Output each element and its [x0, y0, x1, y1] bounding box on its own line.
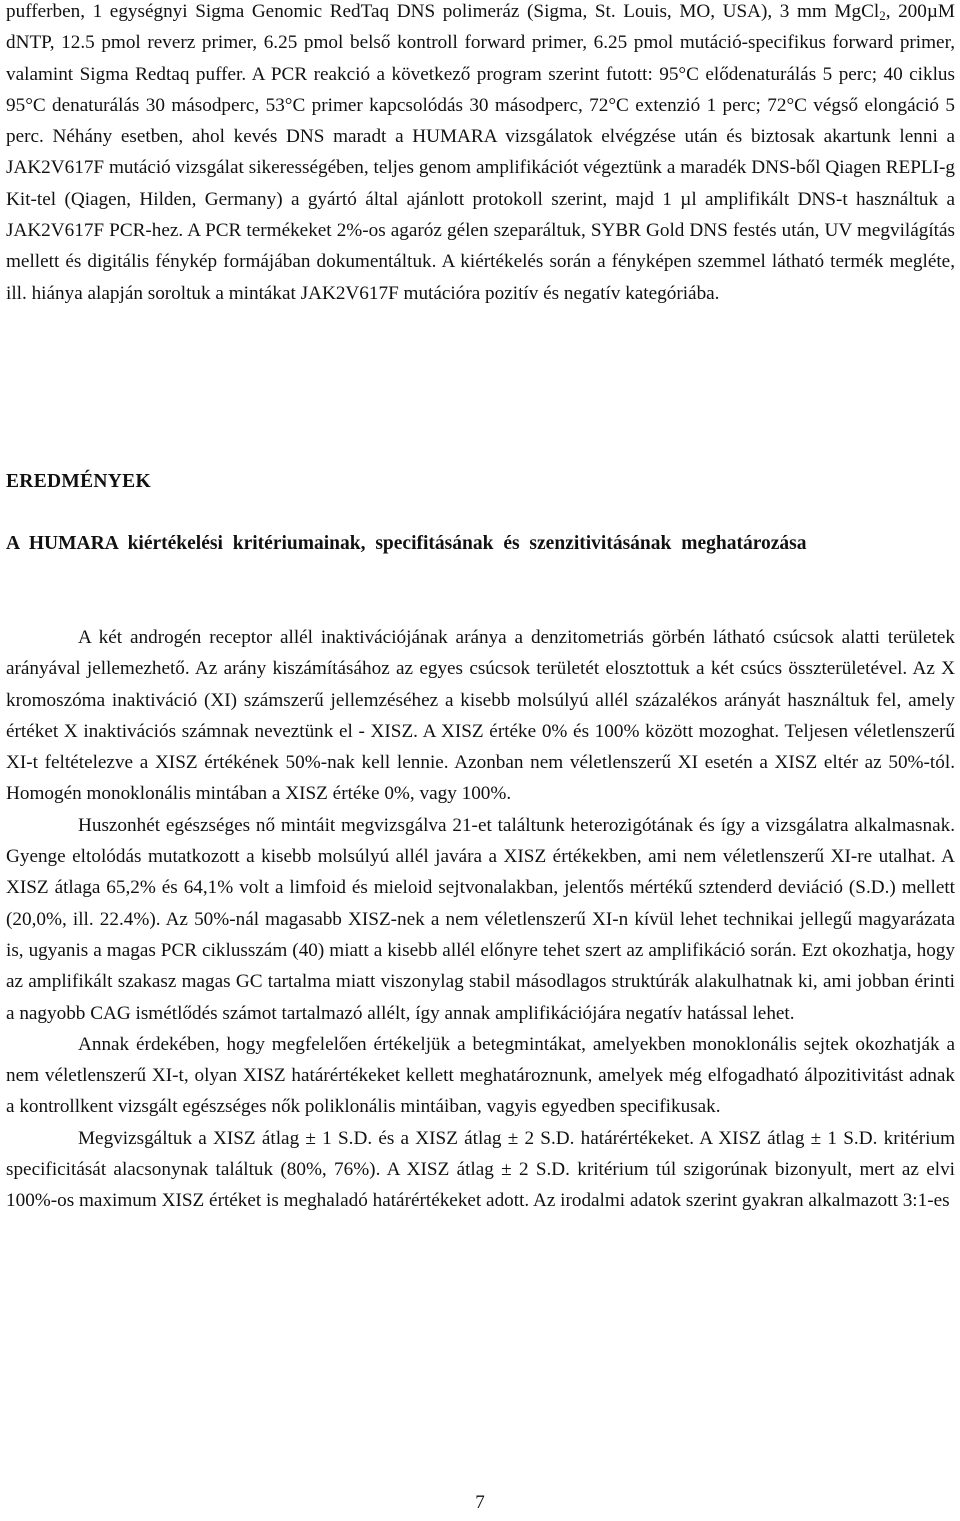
subscript-two: 2 [879, 8, 886, 23]
results-paragraph-3: Annak érdekében, hogy megfelelően értékeljük a betegmintákat, amelyekben monoklonális sejtek okozhatják a nem véletlenszerű XI-t, olyan XISZ határértékeket kellett meghatároznunk, amelyek még elfogadható álpozitivitást adnak a kontrollkent vizsgált egészséges nők poliklonális mintáiban, vagyis egyedben specifikusak. [6, 1033, 955, 1118]
document-page [6, 0, 955, 1212]
results-paragraph-1: A két androgén receptor allél inaktivációjának aránya a denzitometriás görbén látható csúcsok alatti területek arányával jellemezhető. Az arány kiszámításához az egyes csúcsok területét elosztottuk a két csúcs összterületével. Az X kromoszóma inaktiváció (XI) számszerű jellemzéséhez a kisebb molsúlyú allél százalékos arányát használtuk fel, amely értéket X inaktivációs számnak neveztünk el - XISZ. A XISZ értéke 0% és 100% között mozoghat. Teljesen véletlenszerű XI-t feltételezve a XISZ értékének 50%-nak kell lennie. Azonban nem véletlenszerű XI esetén a XISZ eltér az 50%-tól. Homogén monoklonális mintában a XISZ értéke 0%, vagy 100%. [6, 627, 955, 805]
results-body [6, 622, 955, 1217]
methods-text-part1: pufferben, 1 egységnyi Sigma Genomic RedTaq DNS polimeráz (Sigma, St. Louis, MO, USA), 3 mm MgCl [6, 1, 880, 22]
results-paragraph-4: Megvizsgáltuk a XISZ átlag ± 1 S.D. és a XISZ átlag ± 2 S.D. határértékeket. A XISZ átlag ± 1 S.D. kritérium specificitását alacsonynak találtuk (80%, 76%). A XISZ átlag ± 2 S.D. kritérium túl szigorúnak bizonyult, mert az elvi 100%-os maximum XISZ értéket is meghaladó határértékeket adott. Az irodalmi adatok szerint gyakran alkalmazott 3:1-es [6, 1127, 955, 1212]
results-paragraph-2: Huszonhét egészséges nő mintáit megvizsgálva 21-et találtunk heterozigótának és így a vizsgálatra alkalmasnak. Gyenge eltolódás mutatkozott a kisebb molsúlyú allél javára a XISZ értékekben, ami nem véletlenszerű XI-re utalhat. A XISZ átlaga 65,2% és 64,1% volt a limfoid és mieloid sejtvonalakban, jelentős mértékű sztenderd deviáció (S.D.) mellett (20,0%, ill. 22.4%). Az 50%-nál magasabb XISZ-nek a nem véletlenszerű XI-n kívül lehet technikai jellegű magyarázata is, ugyanis a magas PCR ciklusszám (40) miatt a kisebb allél előnyre tehet szert az amplifikáció során. Ezt okozhatja, hogy az amplifikált szakasz magas GC tartalma miatt viszonylag stabil másodlagos struktúrák alakulhatnak ki, ami jobban érinti a nagyobb CAG ismétlődés számot tartalmazó allélt, így annak amplifikációjára negatív hatással lehet. [6, 814, 955, 1024]
section-heading-results: EREDMÉNYEK [6, 471, 151, 492]
methods-text-part2: , 200µM dNTP, 12.5 pmol reverz primer, 6.25 pmol belső kontroll forward primer, 6.25 pmol mutáció-specifikus forward primer, valamint Sigma Redtaq puffer. A PCR reakció a következő program szerint futott: 95°C elődenaturálás 5 perc; 40 ciklus 95°C denaturálás 30 másodperc, 53°C primer kapcsolódás 30 másodperc, 72°C extenzió 1 perc; 72°C végső elongáció 5 perc. Néhány esetben, ahol kevés DNS maradt a HUMARA vizsgálatok elvégzése után és biztosak akartunk lenni a JAK2V617F mutáció vizsgálat sikerességében, teljes genom amplifikációt végeztünk a maradék DNS-ből Qiagen REPLI-g Kit-tel (Qiagen, Hilden, Germany) a gyártó által ajánlott protokoll szerint, majd 1 µl amplifikált DNS-t használtuk a JAK2V617F PCR-hez. A PCR termékeket 2%-os agaróz gélen szeparáltuk, SYBR Gold DNS festés után, UV megvilágítás mellett és digitális fénykép formájában dokumentáltuk. A kiértékelés során a fényképen szemmel látható termék megléte, ill. hiánya alapján soroltuk a mintákat JAK2V617F mutációra pozitív és negatív kategóriába. [6, 1, 955, 304]
methods-paragraph [6, 0, 955, 309]
subsection-heading: A HUMARA kiértékelési kritériumainak, specifitásának és szenzitivitásának meghatározása [6, 533, 807, 554]
page-number: 7 [475, 1492, 485, 1513]
